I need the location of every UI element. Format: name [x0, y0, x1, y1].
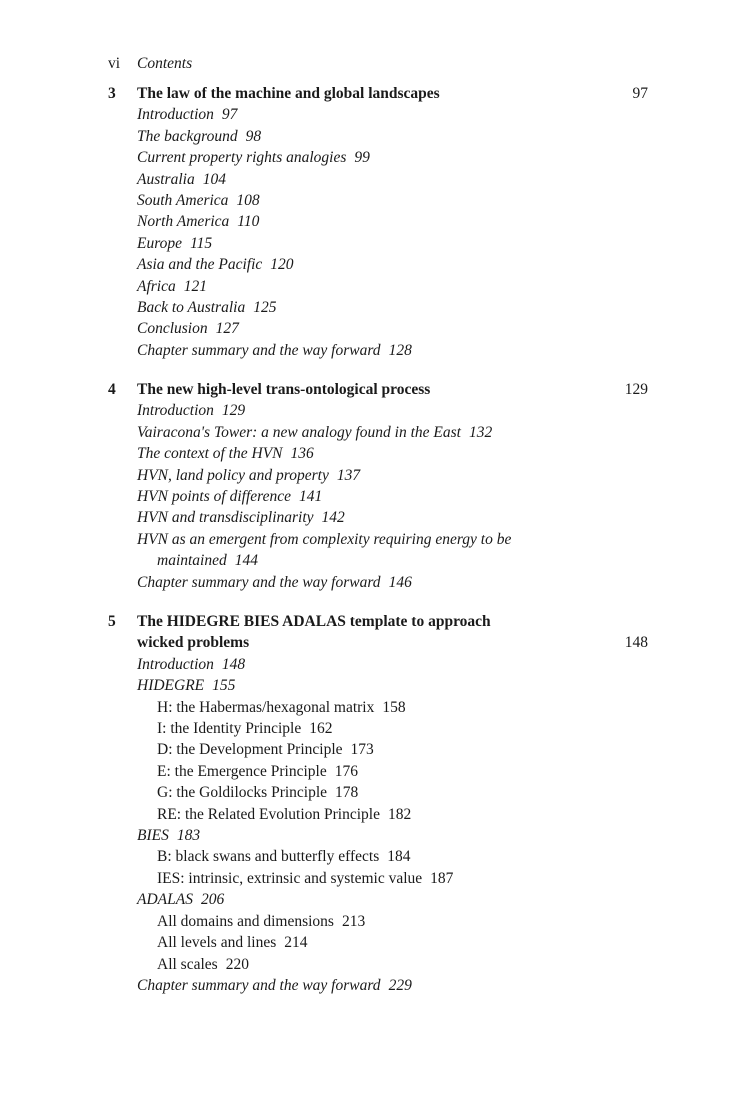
entry-page: 110: [237, 213, 260, 231]
entry-title: I: the Identity Principle: [157, 720, 302, 738]
entry-title: Chapter summary and the way forward: [137, 341, 381, 359]
toc-entry: [137, 318, 648, 339]
entry-title: South America: [137, 192, 229, 210]
entry-title: G: the Goldilocks Principle: [157, 784, 328, 802]
toc-entry: [137, 422, 648, 443]
toc-subentry: [137, 932, 648, 953]
toc-entry: [137, 975, 648, 996]
toc-entry: [137, 147, 648, 168]
chapter-title: The HIDEGRE BIES ADALAS template to approach wicked problems: [137, 613, 491, 652]
entry-page: 148: [221, 655, 246, 673]
entry-page: 127: [215, 320, 239, 338]
toc-entry: [137, 675, 648, 696]
entry-page: 220: [225, 955, 249, 973]
entry-page: 187: [430, 869, 454, 887]
entry-page: 115: [190, 234, 213, 252]
entry-title: ADALAS: [137, 891, 193, 909]
entry-title: HVN points of difference: [137, 488, 291, 506]
toc-entry: [137, 211, 648, 232]
entry-title: Conclusion: [137, 320, 208, 338]
toc-subentry: [137, 718, 648, 739]
running-head-title: Contents: [137, 55, 193, 72]
entry-title: The background: [137, 127, 238, 145]
chapter-title: The new high-level trans-ontological process: [137, 381, 431, 398]
entry-title: Introduction: [137, 402, 214, 420]
toc-entry: [137, 104, 648, 125]
entry-title: HIDEGRE: [137, 677, 205, 695]
chapter-page: 97: [632, 85, 648, 102]
chapter-entries: [137, 400, 648, 593]
toc-subentry: [137, 868, 648, 889]
entry-page: 182: [388, 805, 412, 823]
toc-entry: [137, 340, 648, 361]
entry-title: Europe: [137, 234, 183, 252]
entry-title: RE: the Related Evolution Principle: [157, 805, 380, 823]
page-folio: vi: [108, 55, 121, 72]
entry-title: B: black swans and butterfly effects: [157, 848, 380, 866]
running-head: [108, 54, 192, 74]
entry-title: Asia and the Pacific: [137, 256, 263, 274]
entry-title: Chapter summary and the way forward: [137, 976, 381, 994]
entry-page: 229: [388, 976, 412, 994]
toc-entry: [137, 297, 648, 318]
chapter-page: 129: [624, 381, 648, 398]
entry-page: 214: [284, 934, 308, 952]
entry-title: Chapter summary and the way forward: [137, 573, 381, 591]
entry-page: 144: [234, 552, 258, 570]
entry-page: 136: [290, 445, 314, 463]
entry-page: 108: [236, 192, 260, 210]
entry-title: D: the Development Principle: [157, 741, 343, 759]
entry-page: 173: [350, 741, 374, 759]
entry-title: Vairacona's Tower: a new analogy found in the East: [137, 423, 461, 441]
toc-subentry: [137, 804, 648, 825]
toc-entry: [137, 233, 648, 254]
toc-subentry: [137, 911, 648, 932]
entry-page: 176: [334, 762, 358, 780]
toc-subentry: [137, 782, 648, 803]
toc-subentry: [137, 739, 648, 760]
entry-page: 146: [388, 573, 412, 591]
toc-entry: [137, 443, 648, 464]
chapter-heading: [108, 83, 648, 104]
entry-title: Introduction: [137, 106, 214, 124]
entry-page: 141: [298, 488, 323, 506]
entry-title: Africa: [137, 277, 176, 295]
toc-entry: [137, 276, 648, 297]
entry-title: North America: [137, 213, 230, 231]
chapter-number: 3: [108, 85, 116, 102]
entry-title: All scales: [157, 955, 218, 973]
toc-entry: [137, 254, 648, 275]
toc-entry: [137, 465, 648, 486]
entry-page: 98: [245, 127, 262, 145]
chapter-number: 5: [108, 613, 116, 630]
chapter-heading: [108, 379, 648, 400]
entry-title: H: the Habermas/hexagonal matrix: [157, 698, 375, 716]
entry-title: E: the Emergence Principle: [157, 762, 327, 780]
entry-page: 142: [321, 509, 345, 527]
entry-title: HVN as an emergent from complexity requiring energy to be maintained: [137, 530, 512, 570]
entry-page: 125: [253, 299, 277, 317]
toc-subentry: [137, 846, 648, 867]
toc-entry: [137, 126, 648, 147]
entry-page: 183: [176, 827, 201, 845]
toc-subentry: [137, 697, 648, 718]
toc-entry: [137, 486, 648, 507]
entry-page: 132: [468, 423, 493, 441]
toc-entry: [137, 889, 648, 910]
toc-entry: [137, 190, 648, 211]
entry-page: 128: [388, 341, 412, 359]
entry-title: HVN, land policy and property: [137, 466, 329, 484]
entry-page: 121: [183, 277, 207, 295]
chapter-page: 148: [624, 634, 648, 652]
chapter-3: [108, 83, 648, 361]
entry-page: 162: [309, 720, 333, 738]
entry-page: 120: [270, 256, 294, 274]
entry-page: 158: [382, 698, 406, 716]
toc-entry: [137, 507, 648, 528]
entry-page: 129: [221, 402, 246, 420]
chapter-heading: [108, 611, 648, 654]
chapter-4: [108, 379, 648, 593]
chapter-number: 4: [108, 381, 116, 398]
toc-subentry: [137, 761, 648, 782]
toc-entry: [137, 529, 517, 572]
entry-title: Back to Australia: [137, 299, 246, 317]
entry-page: 206: [200, 891, 225, 909]
entry-title: BIES: [137, 827, 169, 845]
entry-page: 99: [354, 149, 370, 167]
entry-page: 155: [212, 677, 236, 695]
chapter-5: [108, 611, 648, 996]
entry-page: 213: [341, 912, 366, 930]
toc-entry: [137, 572, 648, 593]
toc-entry: [137, 169, 648, 190]
entry-title: All levels and lines: [157, 934, 277, 952]
chapter-entries: [137, 654, 648, 997]
entry-title: The context of the HVN: [137, 445, 283, 463]
entry-title: Australia: [137, 170, 195, 188]
chapter-title: The law of the machine and global landscapes: [137, 85, 440, 102]
entry-page: 97: [221, 106, 238, 124]
entry-title: Current property rights analogies: [137, 149, 347, 167]
toc-entry: [137, 400, 648, 421]
toc-entry: [137, 654, 648, 675]
entry-title: Introduction: [137, 655, 214, 673]
entry-page: 184: [387, 848, 411, 866]
toc-entry: [137, 825, 648, 846]
entry-page: 104: [202, 170, 226, 188]
entry-title: HVN and transdisciplinarity: [137, 509, 314, 527]
entry-page: 137: [336, 466, 361, 484]
entry-title: All domains and dimensions: [157, 912, 334, 930]
entry-page: 178: [335, 784, 359, 802]
toc-subentry: [137, 954, 648, 975]
entry-title: IES: intrinsic, extrinsic and systemic value: [157, 869, 423, 887]
chapter-entries: [137, 104, 648, 361]
